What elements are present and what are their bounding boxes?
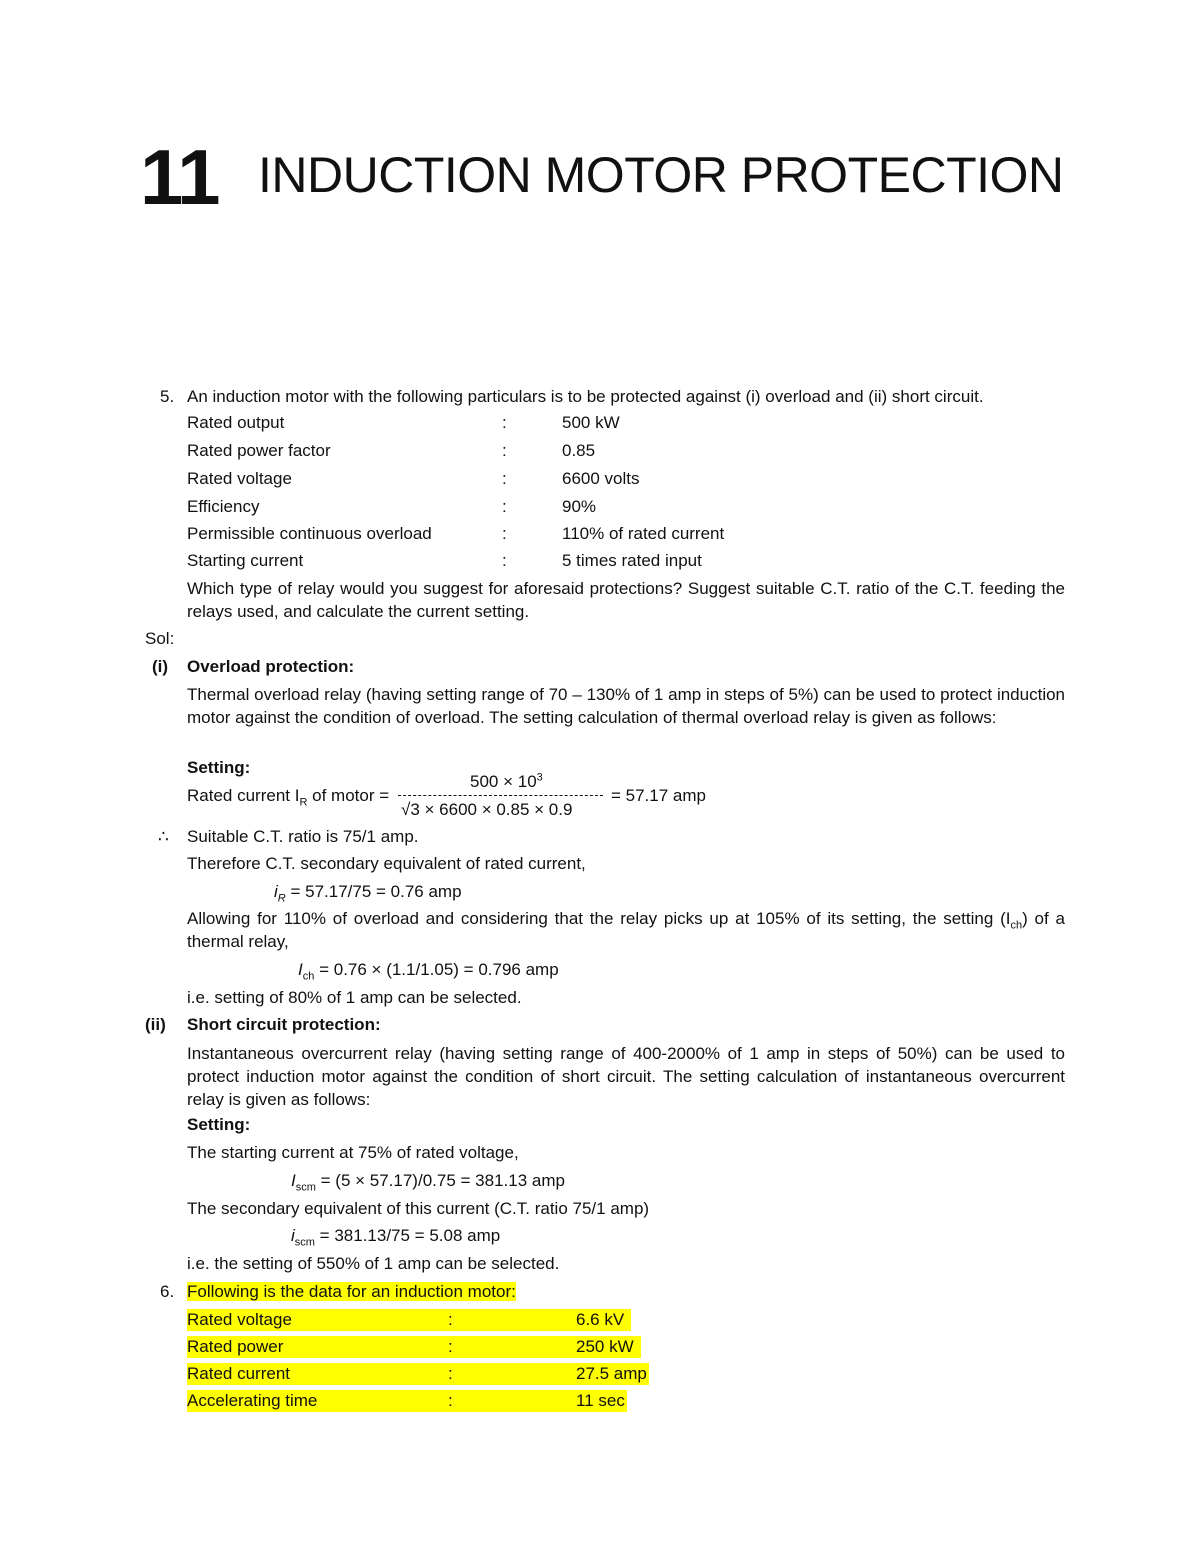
rated-current-result: = 57.17 amp (611, 786, 706, 805)
q6-param-row: Rated power : 250 kW (187, 1336, 641, 1358)
q6-statement: Following is the data for an induction motor: (187, 1282, 516, 1301)
iscm-equation: $I_{scm} = (5 \times 57.17)/0.75 = 381.13$ amp (291, 1171, 565, 1194)
overload-paragraph: Thermal overload relay (having setting range of 70 – 130% of 1 amp in steps of 5%) can be used to protect induction motor against the condition of overload. The setting calculation of thermal overload relay is given as follows: (187, 685, 1065, 727)
chapter-number: 11 (140, 133, 219, 221)
short-circuit-setting-label: Setting: (187, 1115, 251, 1134)
short-circuit-heading: Short circuit protection: (187, 1015, 381, 1034)
starting-current-line: The starting current at 75% of rated voltage, (187, 1143, 519, 1162)
secondary-equivalent-line: The secondary equivalent of this current (C.T. ratio 75/1 amp) (187, 1199, 650, 1218)
short-circuit-conclusion: i.e. the setting of 550% of 1 amp can be selected. (187, 1254, 560, 1273)
iscm-secondary-equation: $i_{scm} = 381.13/75 = 5.08$ amp (291, 1226, 501, 1249)
chapter-title: INDUCTION MOTOR PROTECTION (258, 147, 1064, 203)
q5-param-value: 500 kW (562, 413, 620, 432)
q5-number: 5. (160, 387, 175, 406)
overload-setting-label: Setting: (187, 758, 251, 777)
ct-ratio-line: Suitable C.T. ratio is 75/1 amp. (187, 827, 419, 846)
q6-param-row: Rated current : 27.5 amp (187, 1363, 649, 1385)
q6-number: 6. (160, 1282, 175, 1301)
fraction-numerator: $500 \times 10^3$ (470, 771, 543, 791)
q5-param-label: Permissible continuous overload (187, 524, 432, 543)
q5-param-label: Efficiency (187, 497, 260, 516)
q5-param-sep: : (502, 413, 507, 432)
overload-number: (i) (152, 657, 169, 676)
ich-equation: $I_{ch} = 0.76 \times (1.1/1.05) = 0.796$ amp (298, 960, 559, 983)
q5-param-value: 110% of rated current (562, 524, 725, 543)
q5-param-value: 5 times rated input (562, 551, 702, 570)
fraction-denominator: √3 × 6600 × 0.85 × 0.9 (401, 800, 573, 819)
overload-heading: Overload protection: (187, 657, 355, 676)
q5-param-value: 6600 volts (562, 469, 640, 488)
q5-param-sep: : (502, 469, 507, 488)
q5-param-sep: : (502, 524, 507, 543)
q5-param-sep: : (502, 497, 507, 516)
q5-statement: An induction motor with the following particulars is to be protected against (i) overload and (ii) short circuit. (187, 387, 984, 406)
overload-allowance-paragraph: Allowing for 110% of overload and considering that the relay picks up at 105% of its setting, the setting $(I_{ch})$ of a thermal relay, (187, 909, 1065, 951)
short-circuit-number: (ii) (145, 1015, 166, 1034)
rated-current-equation: Rated current $I_R$ of motor = (187, 786, 390, 809)
q5-param-sep: : (502, 551, 507, 570)
q5-param-label: Starting current (187, 551, 304, 570)
q5-param-value: 0.85 (562, 441, 596, 460)
q5-param-label: Rated output (187, 413, 285, 432)
ir-equation: $i_R = 57.17/75 = 0.76$ amp (274, 882, 462, 905)
overload-conclusion: i.e. setting of 80% of 1 amp can be selected. (187, 988, 522, 1007)
fraction-bar (398, 795, 603, 796)
q5-param-sep: : (502, 441, 507, 460)
short-circuit-paragraph: Instantaneous overcurrent relay (having setting range of 400-2000% of 1 amp in steps of 50%) can be used to protect induction motor against the condition of short circuit. The setting calculation of instantaneous overcurrent relay is given as follows: (187, 1044, 1065, 1109)
ct-secondary-line: Therefore C.T. secondary equivalent of rated current, (187, 854, 586, 873)
therefore-icon: ∴ (158, 827, 169, 846)
q6-param-row: Rated voltage : 6.6 kV (187, 1309, 631, 1331)
q5-param-label: Rated power factor (187, 441, 331, 460)
q5-question: Which type of relay would you suggest for aforesaid protections? Suggest suitable C.T. ratio of the C.T. feeding the relays used, and calculate the current setting. (187, 579, 1065, 621)
sol-label: Sol: (145, 629, 175, 648)
q5-param-value: 90% (562, 497, 597, 516)
q6-param-row: Accelerating time : 11 sec (187, 1390, 627, 1412)
q5-param-label: Rated voltage (187, 469, 292, 488)
